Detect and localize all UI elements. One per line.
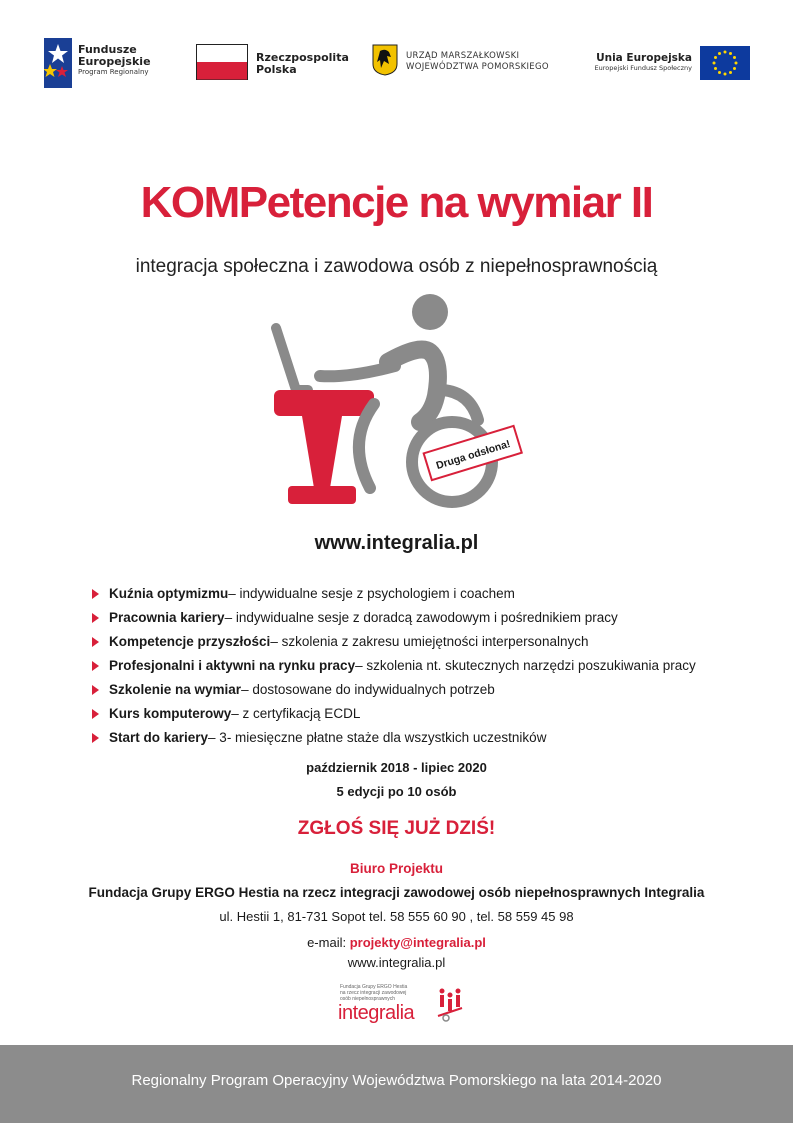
rzeczpospolita-line2: Polska [256, 63, 297, 76]
feature-name: Kompetencje przyszłości [109, 634, 271, 649]
feature-desc: – indywidualne sesje z psychologiem i coachem [228, 586, 515, 601]
email-link[interactable]: projekty@integralia.pl [349, 935, 486, 950]
integralia-small-text-1: Fundacja Grupy ERGO Hestia [340, 984, 408, 990]
unia-line1: Unia Europejska [596, 52, 692, 64]
fundusze-line2: Europejskie [78, 55, 151, 68]
project-dates: październik 2018 - lipiec 2020 [306, 760, 487, 775]
fundusze-line1: Fundusze [78, 43, 137, 56]
feature-name: Kurs komputerowy [109, 706, 232, 721]
website-link[interactable]: www.integralia.pl [347, 955, 446, 970]
urzad-line2: WOJEWÓDZTWA POMORSKIEGO [406, 62, 549, 72]
bullet-arrow-icon [92, 733, 99, 743]
integralia-small-text-3: osób niepełnosprawnych [340, 996, 396, 1002]
footer-text: Regionalny Program Operacyjny Województwa Pomorskiego na lata 2014-2020 [131, 1072, 662, 1089]
rzeczpospolita-line1: Rzeczpospolita [256, 51, 349, 64]
feature-name: Szkolenie na wymiar [109, 682, 242, 697]
email-line [0, 935, 793, 950]
list-item [92, 606, 752, 630]
bullet-arrow-icon [92, 637, 99, 647]
feature-name: Pracownia kariery [109, 610, 225, 625]
feature-desc: – szkolenia z zakresu umiejętności interpersonalnych [270, 634, 589, 649]
wheelchair-desk-illustration [270, 292, 530, 524]
email-label: e-mail: [307, 935, 350, 950]
office-label: Biuro Projektu [349, 861, 443, 876]
eu-flag-icon [700, 46, 750, 80]
urzad-line1: URZĄD MARSZAŁKOWSKI [406, 51, 520, 61]
fundusze-emblem-icon [44, 38, 72, 88]
logo-bar [0, 30, 793, 100]
integralia-name: integralia [338, 1002, 415, 1024]
main-title: KOMPetencje na wymiar II [140, 178, 653, 227]
list-item [92, 582, 752, 606]
feature-desc: – szkolenia nt. skutecznych narzędzi poszukiwania pracy [355, 658, 696, 673]
feature-desc: – 3- miesięczne płatne staże dla wszystkich uczestników [208, 730, 547, 745]
bullet-arrow-icon [92, 661, 99, 671]
feature-desc: – z certyfikacją ECDL [231, 706, 361, 721]
footer-bar [0, 1045, 793, 1123]
feature-desc: – dostosowane do indywidualnych potrzeb [241, 682, 495, 697]
feature-list [92, 582, 752, 750]
list-item [92, 678, 752, 702]
bullet-arrow-icon [92, 589, 99, 599]
griffin-coat-of-arms-icon [372, 44, 398, 76]
list-item [92, 726, 752, 750]
integralia-small-text-2: na rzecz integracji zawodowej [340, 990, 407, 996]
list-item [92, 702, 752, 726]
feature-name: Kuźnia optymizmu [109, 586, 229, 601]
laptop-icon [276, 328, 308, 390]
address: ul. Hestii 1, 81-731 Sopot tel. 58 555 60 90 , tel. 58 559 45 98 [219, 909, 574, 924]
unia-line2: Europejski Fundusz Społeczny [594, 64, 692, 72]
people-group-icon [434, 986, 466, 1024]
badge-text: Druga odsłona! [434, 437, 512, 472]
feature-name: Profesjonalni i aktywni na rynku pracy [109, 658, 356, 673]
call-to-action: ZGŁOŚ SIĘ JUŻ DZIŚ! [297, 818, 496, 839]
fundusze-line3: Program Regionalny [78, 68, 149, 76]
foundation-name: Fundacja Grupy ERGO Hestia na rzecz integracji zawodowej osób niepełnosprawnych Integralia [88, 885, 705, 900]
bullet-arrow-icon [92, 709, 99, 719]
feature-desc: – indywidualne sesje z doradcą zawodowym i pośrednikiem pracy [224, 610, 618, 625]
project-editions: 5 edycji po 10 osób [336, 784, 457, 799]
list-item [92, 654, 752, 678]
bullet-arrow-icon [92, 685, 99, 695]
feature-name: Start do kariery [109, 730, 209, 745]
list-item [92, 630, 752, 654]
subtitle: integracja społeczna i zawodowa osób z niepełnosprawnością [135, 256, 658, 277]
website-url[interactable]: www.integralia.pl [314, 532, 479, 554]
integralia-logo [336, 984, 468, 1028]
polish-flag-icon [196, 44, 248, 80]
bullet-arrow-icon [92, 613, 99, 623]
